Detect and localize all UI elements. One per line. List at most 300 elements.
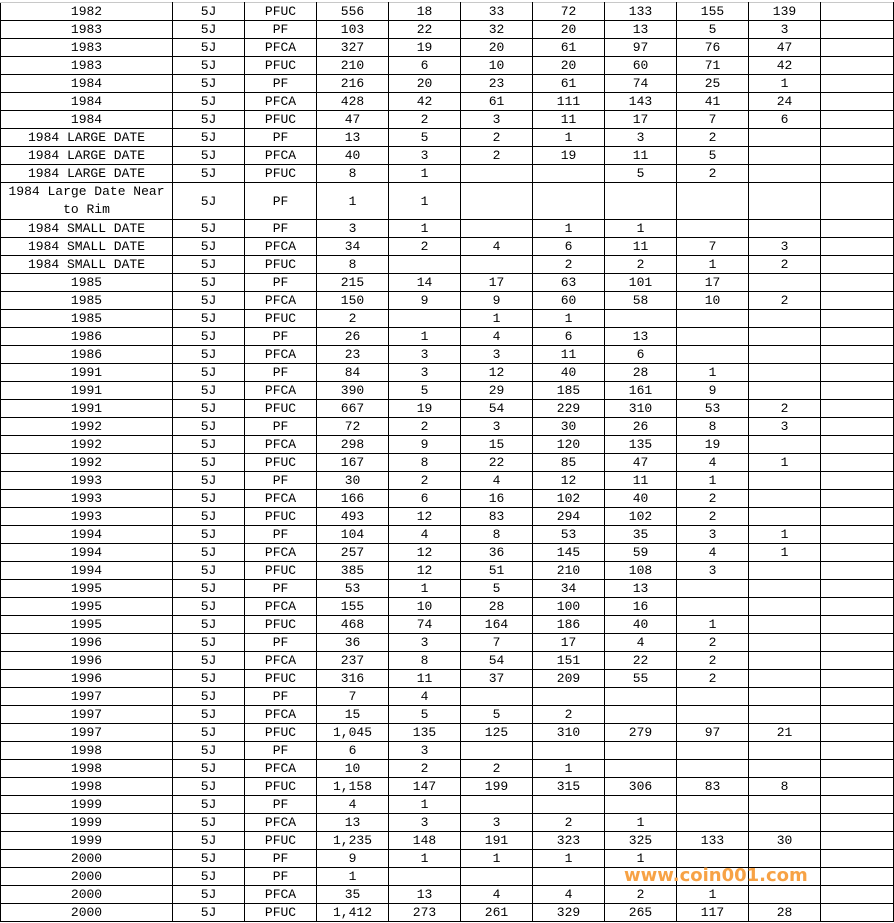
cell-variety[interactable]: 1995 xyxy=(1,580,173,598)
cell-grade-type[interactable]: PF xyxy=(245,75,317,93)
cell-denomination[interactable]: 5J xyxy=(173,832,245,850)
cell-total[interactable]: 215 xyxy=(317,274,389,292)
cell-empty[interactable] xyxy=(821,454,894,472)
cell-grade-col-6[interactable] xyxy=(749,742,821,760)
cell-grade-col-5[interactable] xyxy=(677,688,749,706)
cell-denomination[interactable]: 5J xyxy=(173,274,245,292)
cell-grade-col-1[interactable]: 5 xyxy=(389,706,461,724)
cell-grade-col-2[interactable]: 1 xyxy=(461,850,533,868)
cell-empty[interactable] xyxy=(821,57,894,75)
cell-grade-col-6[interactable] xyxy=(749,796,821,814)
cell-denomination[interactable]: 5J xyxy=(173,850,245,868)
cell-grade-col-3[interactable] xyxy=(533,165,605,183)
cell-grade-col-1[interactable]: 42 xyxy=(389,93,461,111)
cell-grade-col-6[interactable]: 1 xyxy=(749,75,821,93)
cell-grade-col-2[interactable] xyxy=(461,220,533,238)
cell-grade-col-3[interactable]: 310 xyxy=(533,724,605,742)
cell-empty[interactable] xyxy=(821,364,894,382)
cell-grade-type[interactable]: PFCA xyxy=(245,346,317,364)
cell-grade-col-3[interactable]: 111 xyxy=(533,93,605,111)
cell-grade-col-4[interactable]: 35 xyxy=(605,526,677,544)
cell-grade-col-6[interactable] xyxy=(749,670,821,688)
cell-grade-col-6[interactable] xyxy=(749,165,821,183)
cell-variety[interactable]: 1995 xyxy=(1,598,173,616)
cell-total[interactable]: 210 xyxy=(317,57,389,75)
cell-grade-col-1[interactable]: 4 xyxy=(389,526,461,544)
cell-variety[interactable]: 2000 xyxy=(1,850,173,868)
cell-grade-col-1[interactable]: 14 xyxy=(389,274,461,292)
cell-grade-col-5[interactable]: 1 xyxy=(677,364,749,382)
cell-denomination[interactable]: 5J xyxy=(173,256,245,274)
cell-grade-col-6[interactable] xyxy=(749,310,821,328)
cell-grade-col-5[interactable]: 2 xyxy=(677,508,749,526)
cell-grade-col-1[interactable]: 273 xyxy=(389,904,461,922)
cell-empty[interactable] xyxy=(821,292,894,310)
cell-grade-col-5[interactable]: 3 xyxy=(677,562,749,580)
cell-total[interactable]: 3 xyxy=(317,220,389,238)
cell-grade-col-4[interactable]: 26 xyxy=(605,418,677,436)
cell-grade-col-5[interactable]: 17 xyxy=(677,274,749,292)
cell-grade-col-3[interactable]: 1 xyxy=(533,220,605,238)
cell-grade-col-1[interactable]: 12 xyxy=(389,544,461,562)
cell-grade-col-2[interactable]: 199 xyxy=(461,778,533,796)
cell-grade-col-2[interactable] xyxy=(461,183,533,220)
cell-grade-col-2[interactable]: 2 xyxy=(461,760,533,778)
cell-grade-col-4[interactable] xyxy=(605,760,677,778)
cell-grade-col-6[interactable] xyxy=(749,436,821,454)
cell-grade-col-2[interactable]: 5 xyxy=(461,580,533,598)
cell-grade-col-2[interactable]: 4 xyxy=(461,886,533,904)
cell-grade-col-6[interactable]: 3 xyxy=(749,418,821,436)
cell-grade-col-1[interactable]: 74 xyxy=(389,616,461,634)
cell-grade-type[interactable]: PFCA xyxy=(245,814,317,832)
cell-grade-col-6[interactable] xyxy=(749,616,821,634)
cell-grade-col-3[interactable]: 19 xyxy=(533,147,605,165)
cell-denomination[interactable]: 5J xyxy=(173,706,245,724)
cell-grade-type[interactable]: PFUC xyxy=(245,832,317,850)
cell-grade-col-4[interactable]: 17 xyxy=(605,111,677,129)
cell-grade-col-2[interactable] xyxy=(461,165,533,183)
cell-grade-col-2[interactable]: 32 xyxy=(461,21,533,39)
cell-grade-col-1[interactable]: 3 xyxy=(389,346,461,364)
cell-empty[interactable] xyxy=(821,886,894,904)
cell-total[interactable]: 30 xyxy=(317,472,389,490)
cell-grade-col-5[interactable]: 7 xyxy=(677,238,749,256)
cell-grade-col-5[interactable] xyxy=(677,742,749,760)
cell-variety[interactable]: 1983 xyxy=(1,39,173,57)
cell-grade-col-1[interactable]: 2 xyxy=(389,472,461,490)
cell-grade-col-6[interactable]: 2 xyxy=(749,256,821,274)
cell-grade-type[interactable]: PF xyxy=(245,328,317,346)
cell-denomination[interactable]: 5J xyxy=(173,724,245,742)
cell-variety[interactable]: 1985 xyxy=(1,274,173,292)
cell-grade-col-6[interactable]: 24 xyxy=(749,93,821,111)
cell-grade-col-6[interactable] xyxy=(749,129,821,147)
cell-grade-col-1[interactable]: 9 xyxy=(389,436,461,454)
cell-empty[interactable] xyxy=(821,688,894,706)
cell-grade-col-6[interactable] xyxy=(749,760,821,778)
cell-empty[interactable] xyxy=(821,400,894,418)
cell-denomination[interactable]: 5J xyxy=(173,436,245,454)
cell-variety[interactable]: 1999 xyxy=(1,832,173,850)
cell-denomination[interactable]: 5J xyxy=(173,310,245,328)
cell-empty[interactable] xyxy=(821,93,894,111)
cell-grade-col-3[interactable]: 72 xyxy=(533,3,605,21)
cell-denomination[interactable]: 5J xyxy=(173,238,245,256)
cell-grade-col-6[interactable]: 139 xyxy=(749,3,821,21)
cell-grade-col-2[interactable]: 10 xyxy=(461,57,533,75)
cell-grade-col-4[interactable]: 6 xyxy=(605,346,677,364)
cell-grade-col-2[interactable] xyxy=(461,742,533,760)
cell-grade-type[interactable]: PFCA xyxy=(245,706,317,724)
cell-denomination[interactable]: 5J xyxy=(173,526,245,544)
cell-grade-col-5[interactable]: 2 xyxy=(677,490,749,508)
cell-grade-col-5[interactable] xyxy=(677,598,749,616)
cell-denomination[interactable]: 5J xyxy=(173,670,245,688)
cell-variety[interactable]: 1993 xyxy=(1,490,173,508)
cell-variety[interactable]: 1984 LARGE DATE xyxy=(1,147,173,165)
cell-total[interactable]: 556 xyxy=(317,3,389,21)
cell-empty[interactable] xyxy=(821,814,894,832)
cell-denomination[interactable]: 5J xyxy=(173,57,245,75)
cell-grade-col-3[interactable]: 102 xyxy=(533,490,605,508)
cell-empty[interactable] xyxy=(821,111,894,129)
cell-empty[interactable] xyxy=(821,706,894,724)
cell-grade-col-6[interactable] xyxy=(749,490,821,508)
cell-denomination[interactable]: 5J xyxy=(173,616,245,634)
cell-grade-col-3[interactable]: 186 xyxy=(533,616,605,634)
cell-grade-type[interactable]: PF xyxy=(245,688,317,706)
cell-grade-col-1[interactable]: 3 xyxy=(389,814,461,832)
cell-grade-col-2[interactable] xyxy=(461,796,533,814)
cell-grade-col-5[interactable]: 25 xyxy=(677,75,749,93)
cell-grade-type[interactable]: PFCA xyxy=(245,292,317,310)
cell-variety[interactable]: 1999 xyxy=(1,814,173,832)
cell-grade-col-4[interactable]: 47 xyxy=(605,454,677,472)
cell-grade-col-2[interactable]: 191 xyxy=(461,832,533,850)
cell-grade-col-3[interactable]: 294 xyxy=(533,508,605,526)
cell-grade-col-1[interactable]: 8 xyxy=(389,652,461,670)
cell-grade-col-5[interactable] xyxy=(677,580,749,598)
cell-denomination[interactable]: 5J xyxy=(173,634,245,652)
cell-total[interactable]: 1 xyxy=(317,868,389,886)
cell-grade-type[interactable]: PFUC xyxy=(245,778,317,796)
cell-grade-type[interactable]: PF xyxy=(245,742,317,760)
cell-empty[interactable] xyxy=(821,526,894,544)
cell-grade-col-1[interactable]: 2 xyxy=(389,418,461,436)
cell-empty[interactable] xyxy=(821,850,894,868)
cell-grade-col-3[interactable]: 1 xyxy=(533,129,605,147)
cell-grade-type[interactable]: PFUC xyxy=(245,400,317,418)
cell-total[interactable]: 428 xyxy=(317,93,389,111)
cell-grade-col-4[interactable]: 1 xyxy=(605,850,677,868)
cell-variety[interactable]: 1984 SMALL DATE xyxy=(1,256,173,274)
cell-grade-type[interactable]: PFUC xyxy=(245,57,317,75)
cell-grade-type[interactable]: PFCA xyxy=(245,886,317,904)
cell-grade-col-2[interactable]: 7 xyxy=(461,634,533,652)
cell-empty[interactable] xyxy=(821,562,894,580)
cell-grade-col-3[interactable]: 40 xyxy=(533,364,605,382)
cell-empty[interactable] xyxy=(821,472,894,490)
cell-grade-col-3[interactable]: 209 xyxy=(533,670,605,688)
cell-grade-type[interactable]: PF xyxy=(245,21,317,39)
cell-grade-col-5[interactable] xyxy=(677,346,749,364)
cell-grade-col-1[interactable]: 3 xyxy=(389,634,461,652)
cell-grade-col-1[interactable]: 1 xyxy=(389,165,461,183)
cell-grade-type[interactable]: PFUC xyxy=(245,508,317,526)
cell-denomination[interactable]: 5J xyxy=(173,742,245,760)
cell-grade-col-2[interactable]: 3 xyxy=(461,346,533,364)
cell-grade-col-3[interactable]: 20 xyxy=(533,57,605,75)
cell-grade-col-6[interactable] xyxy=(749,328,821,346)
cell-grade-col-3[interactable] xyxy=(533,183,605,220)
cell-grade-col-5[interactable]: 133 xyxy=(677,832,749,850)
cell-grade-col-4[interactable]: 22 xyxy=(605,652,677,670)
cell-variety[interactable]: 1991 xyxy=(1,382,173,400)
cell-grade-col-3[interactable]: 1 xyxy=(533,850,605,868)
cell-empty[interactable] xyxy=(821,490,894,508)
cell-grade-col-4[interactable]: 4 xyxy=(605,634,677,652)
cell-grade-col-6[interactable] xyxy=(749,274,821,292)
cell-grade-col-6[interactable]: 1 xyxy=(749,526,821,544)
cell-grade-col-1[interactable]: 4 xyxy=(389,688,461,706)
cell-grade-col-6[interactable]: 8 xyxy=(749,778,821,796)
cell-grade-col-1[interactable]: 19 xyxy=(389,39,461,57)
cell-grade-col-3[interactable]: 185 xyxy=(533,382,605,400)
cell-grade-col-1[interactable]: 1 xyxy=(389,220,461,238)
cell-grade-col-2[interactable]: 33 xyxy=(461,3,533,21)
cell-grade-col-6[interactable] xyxy=(749,706,821,724)
cell-empty[interactable] xyxy=(821,778,894,796)
cell-denomination[interactable]: 5J xyxy=(173,598,245,616)
cell-grade-col-3[interactable]: 315 xyxy=(533,778,605,796)
cell-denomination[interactable]: 5J xyxy=(173,111,245,129)
cell-variety[interactable]: 1992 xyxy=(1,454,173,472)
cell-variety[interactable]: 1994 xyxy=(1,562,173,580)
cell-grade-col-1[interactable]: 22 xyxy=(389,21,461,39)
cell-empty[interactable] xyxy=(821,904,894,922)
cell-empty[interactable] xyxy=(821,670,894,688)
cell-grade-col-4[interactable]: 306 xyxy=(605,778,677,796)
cell-grade-col-2[interactable]: 261 xyxy=(461,904,533,922)
cell-grade-col-6[interactable] xyxy=(749,472,821,490)
cell-total[interactable]: 13 xyxy=(317,814,389,832)
cell-total[interactable]: 2 xyxy=(317,310,389,328)
cell-grade-col-6[interactable]: 1 xyxy=(749,544,821,562)
cell-grade-col-6[interactable] xyxy=(749,580,821,598)
cell-total[interactable]: 4 xyxy=(317,796,389,814)
cell-variety[interactable]: 1994 xyxy=(1,526,173,544)
cell-grade-col-3[interactable]: 11 xyxy=(533,111,605,129)
cell-grade-col-4[interactable]: 135 xyxy=(605,436,677,454)
cell-grade-col-3[interactable]: 53 xyxy=(533,526,605,544)
cell-total[interactable]: 7 xyxy=(317,688,389,706)
cell-grade-col-3[interactable]: 329 xyxy=(533,904,605,922)
cell-grade-col-5[interactable]: 41 xyxy=(677,93,749,111)
cell-total[interactable]: 1,412 xyxy=(317,904,389,922)
cell-grade-col-2[interactable]: 83 xyxy=(461,508,533,526)
cell-grade-col-1[interactable]: 3 xyxy=(389,364,461,382)
cell-grade-col-1[interactable]: 1 xyxy=(389,580,461,598)
cell-grade-col-3[interactable]: 6 xyxy=(533,238,605,256)
cell-variety[interactable]: 1991 xyxy=(1,364,173,382)
cell-grade-col-4[interactable]: 16 xyxy=(605,598,677,616)
cell-grade-type[interactable]: PFCA xyxy=(245,238,317,256)
cell-grade-col-3[interactable]: 30 xyxy=(533,418,605,436)
cell-empty[interactable] xyxy=(821,616,894,634)
cell-grade-col-5[interactable]: 8 xyxy=(677,418,749,436)
cell-denomination[interactable]: 5J xyxy=(173,652,245,670)
cell-denomination[interactable]: 5J xyxy=(173,165,245,183)
cell-grade-col-4[interactable]: 108 xyxy=(605,562,677,580)
cell-denomination[interactable]: 5J xyxy=(173,129,245,147)
cell-total[interactable]: 155 xyxy=(317,598,389,616)
cell-variety[interactable]: 1997 xyxy=(1,688,173,706)
cell-grade-col-6[interactable]: 6 xyxy=(749,111,821,129)
cell-grade-col-1[interactable] xyxy=(389,256,461,274)
cell-empty[interactable] xyxy=(821,21,894,39)
cell-variety[interactable]: 1996 xyxy=(1,652,173,670)
cell-grade-col-4[interactable]: 60 xyxy=(605,57,677,75)
cell-empty[interactable] xyxy=(821,436,894,454)
cell-grade-type[interactable]: PFUC xyxy=(245,454,317,472)
cell-grade-col-5[interactable]: 1 xyxy=(677,256,749,274)
cell-grade-col-1[interactable]: 148 xyxy=(389,832,461,850)
cell-total[interactable]: 10 xyxy=(317,760,389,778)
cell-variety[interactable]: 1983 xyxy=(1,21,173,39)
cell-grade-col-6[interactable] xyxy=(749,183,821,220)
cell-denomination[interactable]: 5J xyxy=(173,796,245,814)
cell-grade-col-3[interactable]: 34 xyxy=(533,580,605,598)
cell-grade-col-3[interactable]: 11 xyxy=(533,346,605,364)
cell-grade-col-1[interactable]: 1 xyxy=(389,850,461,868)
cell-grade-col-3[interactable]: 20 xyxy=(533,21,605,39)
cell-variety[interactable]: 1998 xyxy=(1,742,173,760)
cell-grade-col-3[interactable]: 2 xyxy=(533,256,605,274)
cell-grade-col-3[interactable]: 17 xyxy=(533,634,605,652)
cell-grade-col-6[interactable]: 30 xyxy=(749,832,821,850)
cell-grade-col-6[interactable] xyxy=(749,508,821,526)
cell-denomination[interactable]: 5J xyxy=(173,21,245,39)
cell-empty[interactable] xyxy=(821,418,894,436)
cell-total[interactable]: 103 xyxy=(317,21,389,39)
cell-variety[interactable]: 1985 xyxy=(1,292,173,310)
cell-total[interactable]: 390 xyxy=(317,382,389,400)
cell-variety[interactable]: 1997 xyxy=(1,706,173,724)
cell-grade-col-2[interactable]: 1 xyxy=(461,310,533,328)
cell-empty[interactable] xyxy=(821,328,894,346)
cell-grade-col-3[interactable]: 2 xyxy=(533,706,605,724)
cell-grade-col-4[interactable]: 325 xyxy=(605,832,677,850)
cell-grade-col-3[interactable]: 229 xyxy=(533,400,605,418)
cell-total[interactable]: 298 xyxy=(317,436,389,454)
cell-grade-col-4[interactable]: 1 xyxy=(605,814,677,832)
cell-variety[interactable]: 1999 xyxy=(1,796,173,814)
cell-grade-col-2[interactable]: 3 xyxy=(461,111,533,129)
cell-grade-type[interactable]: PF xyxy=(245,796,317,814)
cell-grade-col-1[interactable]: 13 xyxy=(389,886,461,904)
cell-total[interactable]: 47 xyxy=(317,111,389,129)
cell-grade-type[interactable]: PF xyxy=(245,220,317,238)
cell-grade-type[interactable]: PF xyxy=(245,364,317,382)
cell-grade-col-6[interactable]: 47 xyxy=(749,39,821,57)
cell-total[interactable]: 167 xyxy=(317,454,389,472)
cell-grade-col-4[interactable]: 13 xyxy=(605,580,677,598)
cell-grade-col-3[interactable]: 145 xyxy=(533,544,605,562)
cell-grade-type[interactable]: PFCA xyxy=(245,760,317,778)
cell-denomination[interactable]: 5J xyxy=(173,328,245,346)
cell-empty[interactable] xyxy=(821,274,894,292)
cell-grade-col-2[interactable]: 3 xyxy=(461,814,533,832)
cell-denomination[interactable]: 5J xyxy=(173,346,245,364)
cell-grade-col-4[interactable]: 40 xyxy=(605,490,677,508)
cell-grade-col-3[interactable]: 61 xyxy=(533,75,605,93)
cell-denomination[interactable]: 5J xyxy=(173,183,245,220)
cell-grade-col-4[interactable] xyxy=(605,310,677,328)
cell-total[interactable]: 150 xyxy=(317,292,389,310)
cell-grade-col-3[interactable]: 210 xyxy=(533,562,605,580)
cell-grade-col-2[interactable]: 9 xyxy=(461,292,533,310)
cell-empty[interactable] xyxy=(821,598,894,616)
cell-empty[interactable] xyxy=(821,238,894,256)
cell-grade-col-4[interactable] xyxy=(605,688,677,706)
cell-empty[interactable] xyxy=(821,580,894,598)
cell-grade-col-5[interactable] xyxy=(677,183,749,220)
cell-grade-col-1[interactable]: 11 xyxy=(389,670,461,688)
cell-total[interactable]: 257 xyxy=(317,544,389,562)
cell-total[interactable]: 8 xyxy=(317,165,389,183)
cell-grade-col-1[interactable]: 5 xyxy=(389,382,461,400)
cell-grade-type[interactable]: PFCA xyxy=(245,652,317,670)
cell-grade-col-4[interactable]: 13 xyxy=(605,21,677,39)
cell-grade-col-6[interactable] xyxy=(749,688,821,706)
cell-grade-type[interactable]: PFUC xyxy=(245,165,317,183)
cell-variety[interactable]: 1994 xyxy=(1,544,173,562)
cell-grade-col-3[interactable]: 151 xyxy=(533,652,605,670)
cell-grade-col-6[interactable]: 2 xyxy=(749,400,821,418)
cell-grade-col-6[interactable] xyxy=(749,364,821,382)
cell-grade-col-4[interactable]: 133 xyxy=(605,3,677,21)
cell-variety[interactable]: 1991 xyxy=(1,400,173,418)
cell-grade-col-1[interactable] xyxy=(389,868,461,886)
cell-grade-col-4[interactable]: 11 xyxy=(605,147,677,165)
cell-denomination[interactable]: 5J xyxy=(173,418,245,436)
cell-grade-col-2[interactable]: 54 xyxy=(461,400,533,418)
cell-grade-col-2[interactable]: 125 xyxy=(461,724,533,742)
cell-grade-col-1[interactable]: 1 xyxy=(389,183,461,220)
cell-grade-col-2[interactable]: 36 xyxy=(461,544,533,562)
cell-total[interactable]: 26 xyxy=(317,328,389,346)
cell-variety[interactable]: 1986 xyxy=(1,346,173,364)
cell-total[interactable]: 72 xyxy=(317,418,389,436)
cell-denomination[interactable]: 5J xyxy=(173,760,245,778)
cell-grade-col-4[interactable]: 3 xyxy=(605,129,677,147)
cell-grade-col-2[interactable]: 22 xyxy=(461,454,533,472)
cell-grade-type[interactable]: PFUC xyxy=(245,670,317,688)
cell-grade-col-3[interactable]: 61 xyxy=(533,39,605,57)
cell-empty[interactable] xyxy=(821,220,894,238)
cell-empty[interactable] xyxy=(821,3,894,21)
cell-denomination[interactable]: 5J xyxy=(173,292,245,310)
cell-empty[interactable] xyxy=(821,724,894,742)
cell-denomination[interactable]: 5J xyxy=(173,904,245,922)
cell-variety[interactable]: 1984 xyxy=(1,111,173,129)
cell-total[interactable]: 35 xyxy=(317,886,389,904)
cell-grade-col-2[interactable]: 3 xyxy=(461,418,533,436)
cell-empty[interactable] xyxy=(821,652,894,670)
cell-grade-col-1[interactable]: 12 xyxy=(389,508,461,526)
cell-total[interactable]: 40 xyxy=(317,147,389,165)
